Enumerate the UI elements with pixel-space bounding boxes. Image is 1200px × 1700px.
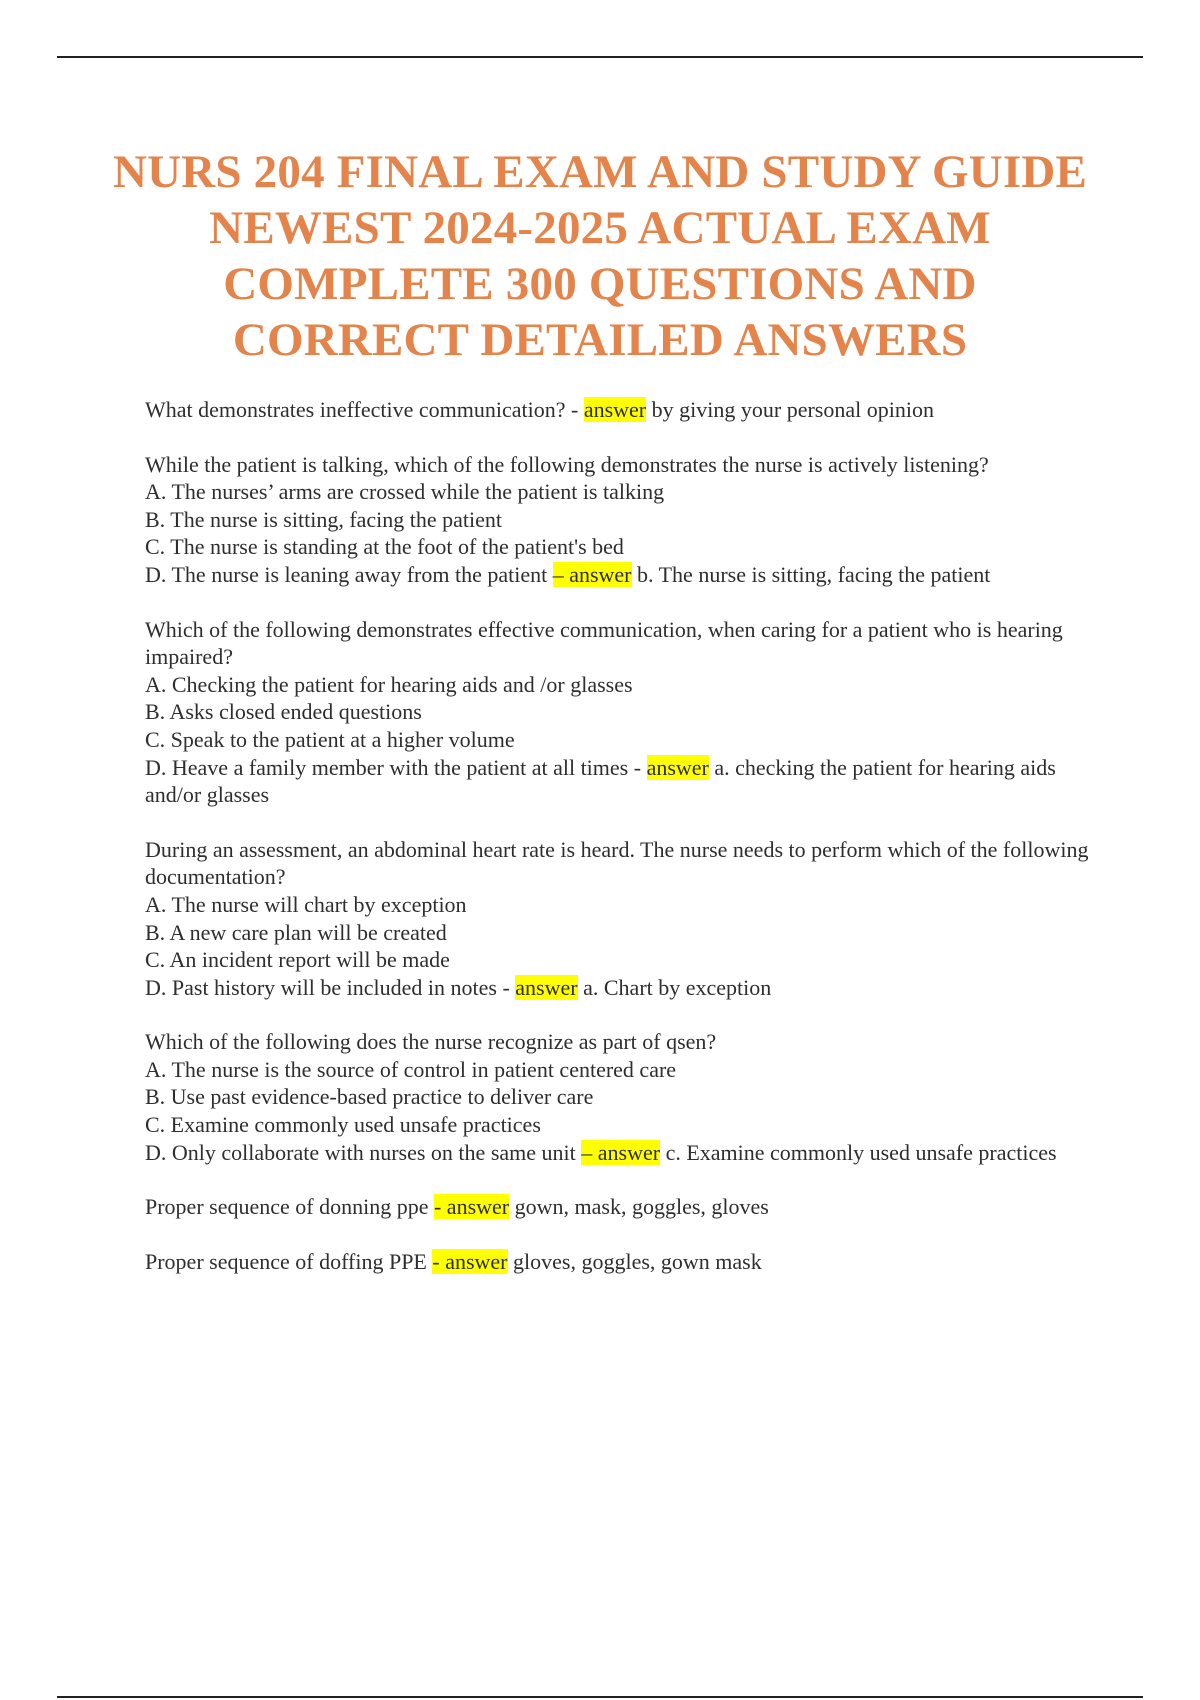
question-text [145,396,1090,424]
line-text: D. The nurse is leaning away from the patient [145,561,553,587]
line-text: While the patient is talking, which of the following demonstrates the nurse is actively listening? [145,451,989,477]
answer-marker: - answer [433,1194,510,1220]
option-text [145,506,1090,534]
line-text: A. The nurses’ arms are crossed while the patient is talking [145,479,665,505]
answer-text: gloves, goggles, gown mask [507,1248,762,1274]
line-text: What demonstrates ineffective communication? - [145,397,584,422]
line-text: B. The nurse is sitting, facing the patient [145,506,503,532]
qa-item [145,1248,1090,1276]
question-text [145,1248,1090,1276]
qa-list [145,396,1090,1302]
question-text [145,836,1090,891]
answer-text: gown, mask, goggles, gloves [509,1194,769,1220]
line-text: B. Asks closed ended questions [145,699,422,725]
answer-marker: answer [646,754,709,780]
line-text: Which of the following demonstrates effective communication, when caring for a patient who is hearing impaired? [145,616,1063,670]
line-text: A. The nurse is the source of control in patient centered care [145,1056,677,1082]
line-text: Proper sequence of donning ppe [145,1194,434,1220]
line-text: During an assessment, an abdominal heart rate is heard. The nurse needs to perform which of the following documentation? [145,836,1089,890]
line-text: D. Past history will be included in notes - [145,974,516,1000]
line-text: B. Use past evidence-based practice to deliver care [145,1084,594,1110]
line-text: Which of the following does the nurse recognize as part of qsen? [145,1029,717,1055]
line-text: C. The nurse is standing at the foot of the patient's bed [145,534,624,560]
option-text [145,533,1090,561]
line-text: C. Examine commonly used unsafe practices [145,1112,541,1138]
option-text [145,478,1090,506]
question-text [145,1028,1090,1056]
qa-item [145,1028,1090,1166]
answer-text: b. The nurse is sitting, facing the patient [631,561,991,587]
qa-item [145,616,1090,809]
question-text [145,1193,1090,1221]
option-text [145,1083,1090,1111]
line-text: D. Only collaborate with nurses on the same unit [145,1139,582,1165]
line-text: C. Speak to the patient at a higher volume [145,726,515,752]
option-text [145,919,1090,947]
qa-item [145,451,1090,589]
line-text: B. A new care plan will be created [145,919,447,945]
line-text: Proper sequence of doffing PPE [145,1248,433,1274]
option-text [145,974,1090,1002]
answer-marker: – answer [552,561,632,587]
answer-marker: answer [583,397,647,422]
document-title: NURS 204 FINAL EXAM AND STUDY GUIDE NEWEST 2024-2025 ACTUAL EXAM COMPLETE 300 QUESTIONS AND CORRECT DETAILED ANSWERS [112,146,1088,366]
option-text [145,946,1090,974]
option-text [145,1056,1090,1084]
option-text [145,561,1090,589]
question-text [145,451,1090,479]
option-text [145,726,1090,754]
answer-text: c. Examine commonly used unsafe practices [660,1139,1057,1165]
option-text [145,754,1090,809]
qa-item [145,396,1090,424]
answer-text: a. Chart by exception [577,974,772,1000]
answer-text: by giving your personal opinion [646,397,934,422]
question-text [145,616,1090,671]
answer-marker: – answer [581,1139,661,1165]
option-text [145,1139,1090,1167]
option-text [145,1111,1090,1139]
line-text: D. Heave a family member with the patient at all times - [145,754,647,780]
qa-item [145,1193,1090,1221]
option-text [145,671,1090,699]
line-text: A. Checking the patient for hearing aids and /or glasses [145,671,633,697]
answer-text: a. checking the patient for hearing aids and/or glasses [145,754,1056,808]
line-text: C. An incident report will be made [145,947,450,973]
top-rule [57,56,1143,58]
answer-marker: answer [515,974,578,1000]
option-text [145,698,1090,726]
qa-item [145,836,1090,1002]
bottom-rule [57,1696,1143,1698]
option-text [145,891,1090,919]
line-text: A. The nurse will chart by exception [145,891,467,917]
answer-marker: - answer [432,1248,508,1274]
